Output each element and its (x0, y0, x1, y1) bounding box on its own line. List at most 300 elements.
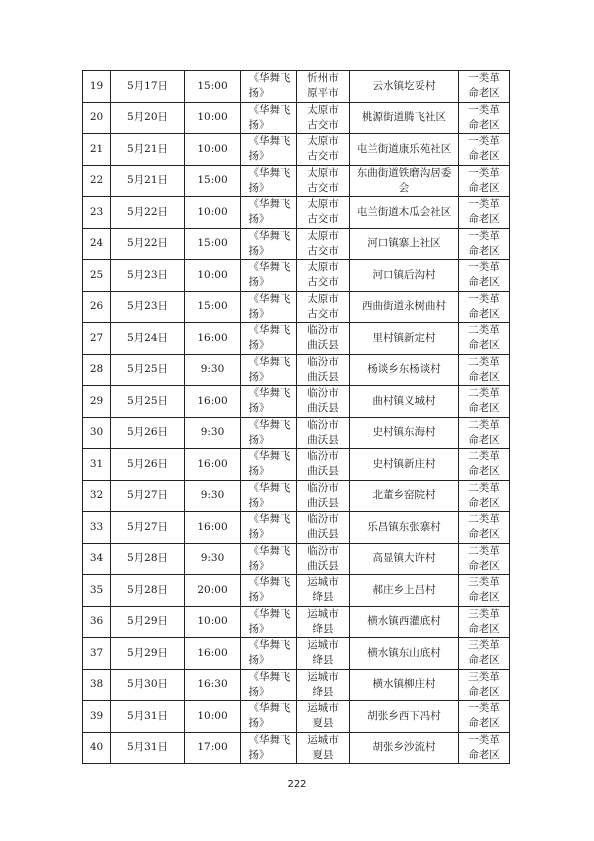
venue-cell (350, 638, 459, 670)
venue-cell (350, 732, 459, 764)
venue-cell (350, 701, 459, 733)
venue-cell (350, 260, 459, 292)
performance-date: 5月25日 (126, 363, 169, 376)
performance-time-cell (185, 701, 241, 733)
performance-date-cell (111, 323, 185, 355)
row-number: 29 (89, 394, 104, 407)
performance-time-cell (185, 732, 241, 764)
venue: 屯兰街道木瓜会社区 (356, 205, 452, 218)
row-number: 25 (89, 268, 104, 281)
performance-date-cell (111, 575, 185, 607)
performance-time-cell (185, 260, 241, 292)
performance-time: 16:00 (197, 646, 228, 659)
region-type-cell (459, 197, 510, 229)
venue: 郝庄乡上吕村 (372, 583, 436, 596)
city-county-cell (297, 669, 350, 701)
performance-date: 5月27日 (126, 520, 169, 533)
region-type: 三类革命老区 (468, 607, 500, 635)
performance-time: 10:00 (197, 709, 228, 722)
city-county: 太原市古交市 (307, 135, 339, 163)
performance-time: 10:00 (197, 268, 228, 281)
performance-date-cell (111, 543, 185, 575)
performance-time-cell (185, 71, 241, 103)
row-number: 19 (89, 79, 104, 92)
show-title: 《华舞飞扬》 (248, 607, 291, 635)
show-title: 《华舞飞扬》 (248, 103, 291, 131)
performance-time: 9:30 (200, 363, 225, 376)
row-number: 38 (89, 678, 104, 691)
performance-date: 5月21日 (126, 174, 169, 187)
table-row (83, 165, 510, 197)
city-county-cell (297, 417, 350, 449)
show-title: 《华舞飞扬》 (248, 702, 291, 730)
show-title-cell (241, 228, 297, 260)
city-county-cell (297, 449, 350, 481)
row-number-cell (83, 134, 111, 166)
city-county-cell (297, 165, 350, 197)
city-county: 临汾市曲沃县 (307, 324, 339, 352)
venue: 里村镇新定村 (372, 331, 436, 344)
region-type-cell (459, 606, 510, 638)
region-type-cell (459, 291, 510, 323)
city-county: 临汾市曲沃县 (307, 544, 339, 572)
show-title: 《华舞飞扬》 (248, 229, 291, 257)
region-type: 一类革命老区 (468, 702, 500, 730)
row-number: 23 (89, 205, 104, 218)
row-number-cell (83, 165, 111, 197)
show-title: 《华舞飞扬》 (248, 733, 291, 761)
venue-cell (350, 102, 459, 134)
performance-date-cell (111, 71, 185, 103)
city-county: 运城市夏县 (307, 702, 339, 730)
region-type: 二类革命老区 (468, 513, 500, 541)
performance-date: 5月21日 (126, 142, 169, 155)
city-county: 运城市绛县 (307, 639, 339, 667)
region-type-cell (459, 417, 510, 449)
table-row (83, 323, 510, 355)
row-number: 21 (89, 142, 104, 155)
performance-date-cell (111, 638, 185, 670)
row-number-cell (83, 197, 111, 229)
performance-time-cell (185, 480, 241, 512)
region-type-cell (459, 71, 510, 103)
region-type-cell (459, 575, 510, 607)
performance-date: 5月31日 (126, 709, 169, 722)
show-title: 《华舞飞扬》 (248, 481, 291, 509)
show-title-cell (241, 260, 297, 292)
region-type: 一类革命老区 (468, 135, 500, 163)
region-type: 一类革命老区 (468, 72, 500, 100)
show-title-cell (241, 638, 297, 670)
performance-date-cell (111, 606, 185, 638)
performance-time-cell (185, 638, 241, 670)
show-title: 《华舞飞扬》 (248, 639, 291, 667)
performance-time: 16:00 (197, 457, 228, 470)
row-number: 39 (89, 709, 104, 722)
performance-time-cell (185, 449, 241, 481)
venue-cell (350, 134, 459, 166)
city-county: 太原市古交市 (307, 261, 339, 289)
venue: 西曲街道永树曲村 (362, 300, 446, 313)
performance-date-cell (111, 165, 185, 197)
row-number: 26 (89, 300, 104, 313)
performance-time-cell (185, 134, 241, 166)
show-title-cell (241, 701, 297, 733)
city-county: 临汾市曲沃县 (307, 481, 339, 509)
region-type: 二类革命老区 (468, 387, 500, 415)
row-number: 40 (89, 741, 104, 754)
show-title-cell (241, 543, 297, 575)
city-county: 运城市绛县 (307, 576, 339, 604)
performance-date-cell (111, 669, 185, 701)
city-county-cell (297, 543, 350, 575)
table-row (83, 417, 510, 449)
region-type-cell (459, 354, 510, 386)
venue-cell (350, 669, 459, 701)
row-number-cell (83, 449, 111, 481)
show-title-cell (241, 480, 297, 512)
performance-date-cell (111, 134, 185, 166)
city-county: 太原市古交市 (307, 166, 339, 194)
performance-time: 16:00 (197, 331, 228, 344)
city-county-cell (297, 732, 350, 764)
venue-cell (350, 291, 459, 323)
show-title-cell (241, 575, 297, 607)
table-row (83, 291, 510, 323)
show-title: 《华舞飞扬》 (248, 387, 291, 415)
performance-time: 15:00 (197, 237, 228, 250)
venue: 东曲街道铁磨沟居委会 (356, 166, 452, 194)
region-type: 二类革命老区 (468, 544, 500, 572)
performance-date: 5月20日 (126, 111, 169, 124)
row-number-cell (83, 71, 111, 103)
show-title: 《华舞飞扬》 (248, 292, 291, 320)
show-title-cell (241, 71, 297, 103)
table-row (83, 134, 510, 166)
city-county-cell (297, 197, 350, 229)
table-row (83, 543, 510, 575)
table-row (83, 197, 510, 229)
show-title: 《华舞飞扬》 (248, 355, 291, 383)
venue: 曲村镇义城村 (372, 394, 436, 407)
row-number: 24 (89, 237, 104, 250)
schedule-table (82, 70, 510, 764)
performance-time: 9:30 (200, 552, 225, 565)
row-number-cell (83, 354, 111, 386)
row-number-cell (83, 575, 111, 607)
show-title-cell (241, 354, 297, 386)
venue-cell (350, 197, 459, 229)
show-title-cell (241, 512, 297, 544)
performance-date-cell (111, 354, 185, 386)
region-type: 二类革命老区 (468, 418, 500, 446)
page-number: 222 (287, 779, 307, 790)
row-number-cell (83, 669, 111, 701)
show-title-cell (241, 386, 297, 418)
performance-time-cell (185, 606, 241, 638)
region-type: 三类革命老区 (468, 639, 500, 667)
show-title-cell (241, 323, 297, 355)
city-county-cell (297, 638, 350, 670)
performance-date: 5月28日 (126, 583, 169, 596)
row-number-cell (83, 291, 111, 323)
show-title: 《华舞飞扬》 (248, 135, 291, 163)
region-type: 一类革命老区 (468, 229, 500, 257)
show-title: 《华舞飞扬》 (248, 450, 291, 478)
region-type-cell (459, 165, 510, 197)
performance-date: 5月24日 (126, 331, 169, 344)
performance-date-cell (111, 260, 185, 292)
region-type: 一类革命老区 (468, 198, 500, 226)
city-county-cell (297, 260, 350, 292)
performance-time-cell (185, 669, 241, 701)
venue: 河口镇后沟村 (372, 268, 436, 281)
performance-time: 10:00 (197, 142, 228, 155)
performance-date-cell (111, 291, 185, 323)
city-county: 运城市夏县 (307, 733, 339, 761)
region-type-cell (459, 732, 510, 764)
venue: 史村镇新庄村 (372, 457, 436, 470)
show-title-cell (241, 165, 297, 197)
city-county: 临汾市曲沃县 (307, 387, 339, 415)
performance-time: 16:30 (197, 678, 228, 691)
show-title: 《华舞飞扬》 (248, 576, 291, 604)
performance-time-cell (185, 386, 241, 418)
performance-date: 5月25日 (126, 394, 169, 407)
show-title-cell (241, 197, 297, 229)
row-number: 36 (89, 615, 104, 628)
performance-time-cell (185, 165, 241, 197)
performance-date: 5月30日 (126, 678, 169, 691)
row-number: 27 (89, 331, 104, 344)
table-row (83, 575, 510, 607)
venue: 胡张乡西下冯村 (367, 709, 441, 722)
row-number: 22 (89, 174, 104, 187)
performance-date: 5月31日 (126, 741, 169, 754)
venue: 北董乡窑院村 (372, 489, 436, 502)
row-number: 35 (89, 583, 104, 596)
region-type: 三类革命老区 (468, 670, 500, 698)
region-type-cell (459, 260, 510, 292)
venue-cell (350, 165, 459, 197)
performance-date: 5月29日 (126, 615, 169, 628)
performance-date-cell (111, 480, 185, 512)
performance-time: 15:00 (197, 300, 228, 313)
show-title: 《华舞飞扬》 (248, 72, 291, 100)
row-number: 37 (89, 646, 104, 659)
city-county: 忻州市原平市 (307, 72, 339, 100)
region-type-cell (459, 512, 510, 544)
performance-date: 5月22日 (126, 237, 169, 250)
performance-time-cell (185, 323, 241, 355)
row-number: 30 (89, 426, 104, 439)
table-row (83, 354, 510, 386)
show-title: 《华舞飞扬》 (248, 324, 291, 352)
show-title: 《华舞飞扬》 (248, 544, 291, 572)
venue: 高显镇大许村 (372, 552, 436, 565)
performance-date: 5月26日 (126, 426, 169, 439)
performance-time: 9:30 (200, 426, 225, 439)
table-row (83, 701, 510, 733)
performance-time-cell (185, 575, 241, 607)
venue: 杨谈乡东杨谈村 (367, 363, 441, 376)
city-county: 临汾市曲沃县 (307, 513, 339, 541)
show-title-cell (241, 134, 297, 166)
city-county: 临汾市曲沃县 (307, 450, 339, 478)
show-title: 《华舞飞扬》 (248, 166, 291, 194)
row-number: 32 (89, 489, 104, 502)
venue-cell (350, 386, 459, 418)
table-row (83, 386, 510, 418)
region-type: 二类革命老区 (468, 324, 500, 352)
venue: 河口镇寨上社区 (367, 237, 441, 250)
venue: 桃源街道腾飞社区 (362, 111, 446, 124)
city-county-cell (297, 512, 350, 544)
row-number-cell (83, 512, 111, 544)
show-title-cell (241, 291, 297, 323)
region-type: 一类革命老区 (468, 103, 500, 131)
row-number-cell (83, 228, 111, 260)
performance-date-cell (111, 197, 185, 229)
performance-time: 20:00 (197, 583, 228, 596)
show-title: 《华舞飞扬》 (248, 261, 291, 289)
region-type: 一类革命老区 (468, 292, 500, 320)
show-title: 《华舞飞扬》 (248, 513, 291, 541)
venue-cell (350, 71, 459, 103)
performance-time: 16:00 (197, 520, 228, 533)
table-row (83, 71, 510, 103)
table-row (83, 480, 510, 512)
venue-cell (350, 449, 459, 481)
venue: 云水镇圪妥村 (372, 79, 436, 92)
table-row (83, 102, 510, 134)
performance-date-cell (111, 228, 185, 260)
table-row (83, 606, 510, 638)
performance-time-cell (185, 512, 241, 544)
city-county: 运城市绛县 (307, 670, 339, 698)
performance-date-cell (111, 701, 185, 733)
city-county-cell (297, 102, 350, 134)
show-title: 《华舞飞扬》 (248, 418, 291, 446)
performance-time-cell (185, 102, 241, 134)
performance-time: 15:00 (197, 174, 228, 187)
city-county-cell (297, 606, 350, 638)
row-number-cell (83, 480, 111, 512)
performance-time: 9:30 (200, 489, 225, 502)
show-title-cell (241, 669, 297, 701)
show-title: 《华舞飞扬》 (248, 198, 291, 226)
performance-date-cell (111, 449, 185, 481)
performance-time: 16:00 (197, 394, 228, 407)
row-number-cell (83, 606, 111, 638)
table-row (83, 449, 510, 481)
table-row (83, 512, 510, 544)
city-county-cell (297, 575, 350, 607)
venue-cell (350, 323, 459, 355)
venue: 横水镇西灌底村 (367, 615, 441, 628)
performance-time-cell (185, 291, 241, 323)
city-county: 太原市古交市 (307, 103, 339, 131)
schedule-table-body (83, 71, 510, 764)
table-row (83, 228, 510, 260)
performance-date-cell (111, 102, 185, 134)
performance-time: 10:00 (197, 205, 228, 218)
performance-date: 5月22日 (126, 205, 169, 218)
performance-time-cell (185, 354, 241, 386)
row-number: 20 (89, 111, 104, 124)
venue-cell (350, 480, 459, 512)
venue-cell (350, 543, 459, 575)
region-type-cell (459, 638, 510, 670)
row-number: 34 (89, 552, 104, 565)
city-county: 太原市古交市 (307, 292, 339, 320)
performance-time: 10:00 (197, 615, 228, 628)
performance-date-cell (111, 417, 185, 449)
venue-cell (350, 575, 459, 607)
venue: 横水镇柳庄村 (372, 678, 436, 691)
region-type-cell (459, 449, 510, 481)
performance-time-cell (185, 228, 241, 260)
performance-date: 5月17日 (126, 79, 169, 92)
region-type-cell (459, 669, 510, 701)
region-type-cell (459, 228, 510, 260)
row-number-cell (83, 260, 111, 292)
row-number-cell (83, 102, 111, 134)
region-type: 一类革命老区 (468, 166, 500, 194)
performance-time: 17:00 (197, 741, 228, 754)
row-number-cell (83, 323, 111, 355)
region-type: 二类革命老区 (468, 355, 500, 383)
row-number-cell (83, 386, 111, 418)
venue: 史村镇东海村 (372, 426, 436, 439)
venue-cell (350, 228, 459, 260)
city-county-cell (297, 701, 350, 733)
performance-date-cell (111, 386, 185, 418)
table-row (83, 669, 510, 701)
show-title-cell (241, 449, 297, 481)
row-number: 28 (89, 363, 104, 376)
performance-date: 5月26日 (126, 457, 169, 470)
venue: 横水镇东山底村 (367, 646, 441, 659)
region-type: 二类革命老区 (468, 450, 500, 478)
row-number: 33 (89, 520, 104, 533)
performance-date-cell (111, 512, 185, 544)
row-number-cell (83, 417, 111, 449)
region-type-cell (459, 543, 510, 575)
city-county: 太原市古交市 (307, 198, 339, 226)
performance-time-cell (185, 543, 241, 575)
city-county-cell (297, 386, 350, 418)
city-county: 太原市古交市 (307, 229, 339, 257)
performance-date: 5月23日 (126, 268, 169, 281)
show-title: 《华舞飞扬》 (248, 670, 291, 698)
city-county: 临汾市曲沃县 (307, 418, 339, 446)
venue-cell (350, 354, 459, 386)
performance-time: 10:00 (197, 111, 228, 124)
venue-cell (350, 512, 459, 544)
city-county-cell (297, 291, 350, 323)
city-county-cell (297, 354, 350, 386)
show-title-cell (241, 732, 297, 764)
performance-date: 5月28日 (126, 552, 169, 565)
row-number-cell (83, 543, 111, 575)
venue-cell (350, 417, 459, 449)
city-county-cell (297, 323, 350, 355)
region-type: 三类革命老区 (468, 576, 500, 604)
venue-cell (350, 606, 459, 638)
row-number-cell (83, 701, 111, 733)
show-title-cell (241, 606, 297, 638)
